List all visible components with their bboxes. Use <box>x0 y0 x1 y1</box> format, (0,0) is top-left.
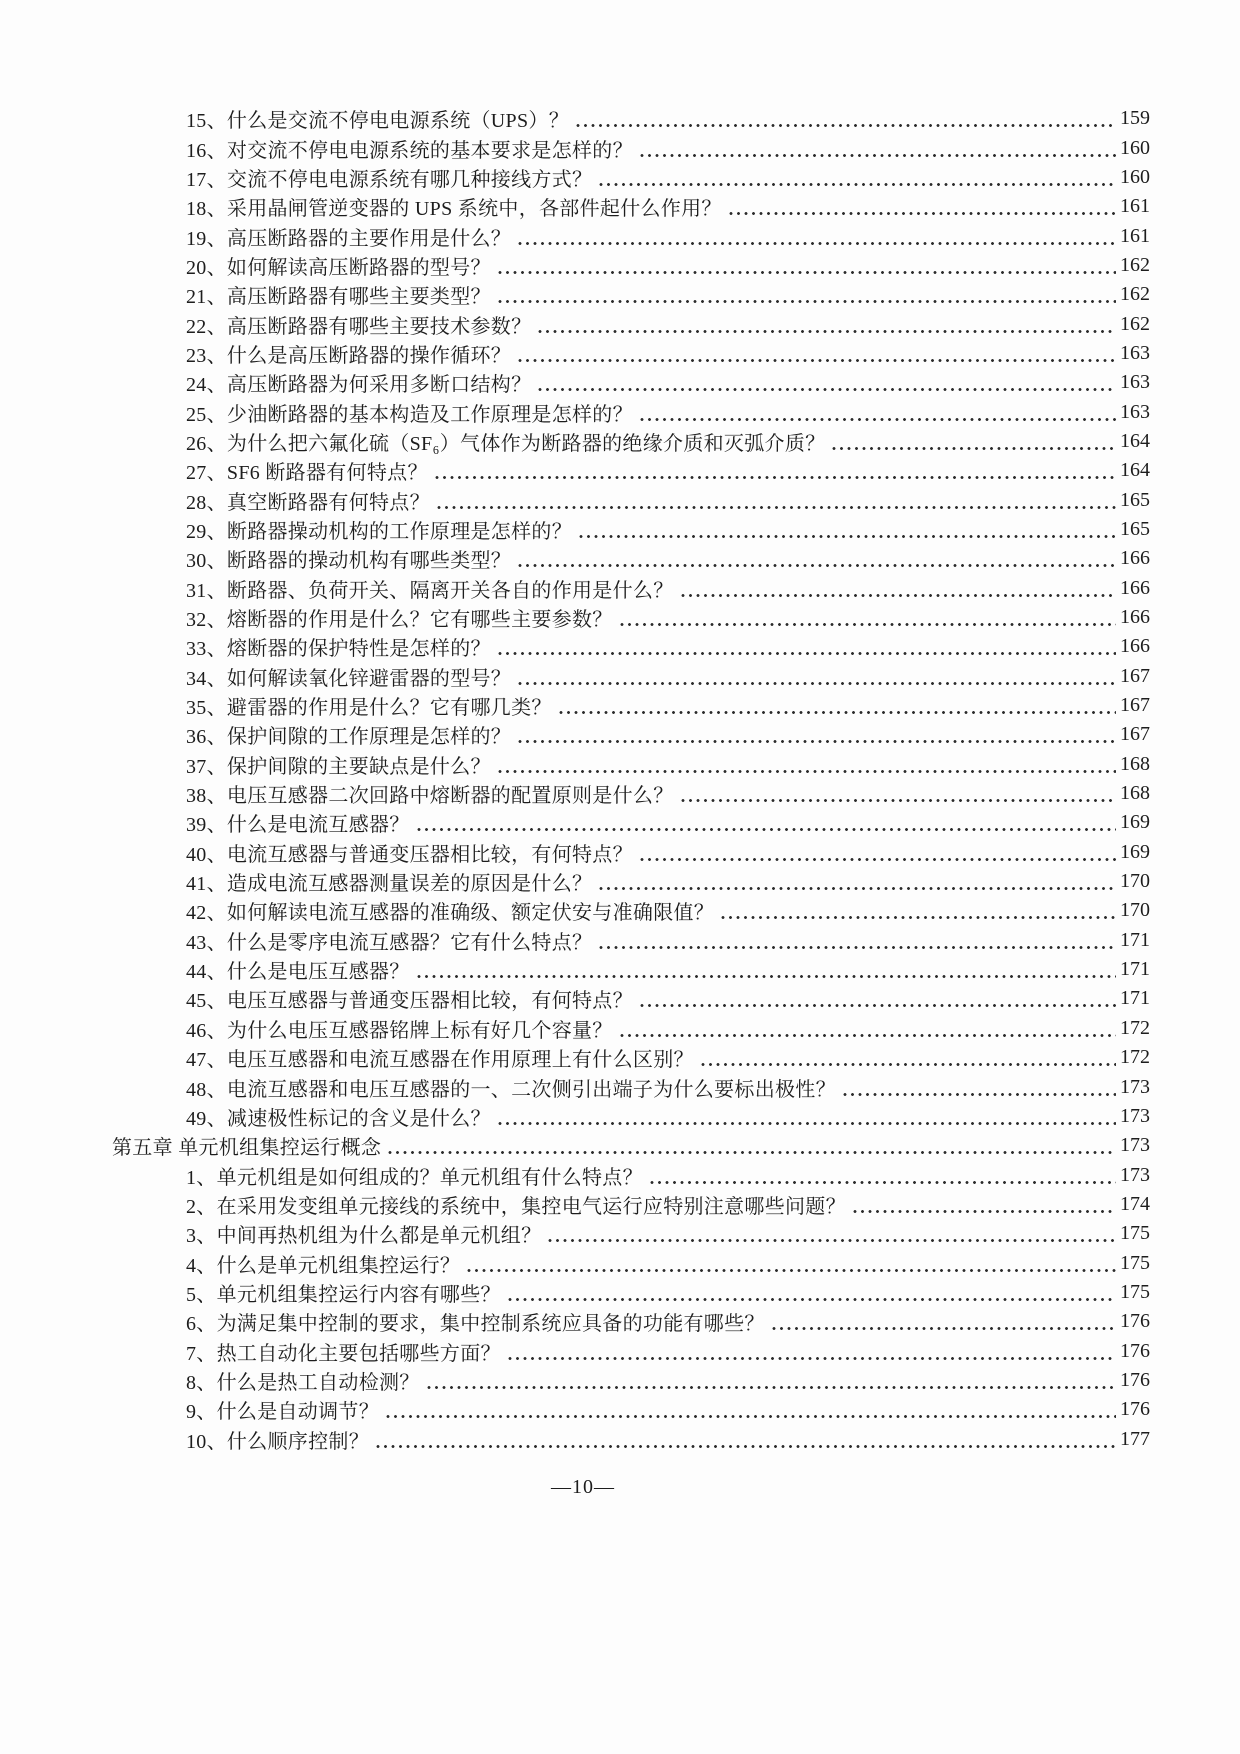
toc-entry <box>112 1307 1150 1336</box>
dot-leader <box>599 182 1116 187</box>
dot-leader <box>508 1356 1116 1361</box>
toc-entry <box>112 1160 1150 1189</box>
toc-entry <box>112 163 1150 192</box>
dot-leader <box>599 886 1116 891</box>
dot-leader <box>579 534 1116 539</box>
toc-entry <box>112 339 1150 368</box>
toc-entry <box>112 691 1150 720</box>
toc-entry <box>112 251 1150 280</box>
toc-entry <box>112 1424 1150 1453</box>
toc-entry <box>112 779 1150 808</box>
dot-leader <box>518 563 1116 568</box>
toc-entry-label: 42、如何解读电流互感器的准确级、额定伏安与准确限值？ <box>186 902 715 925</box>
dot-leader <box>417 827 1116 832</box>
toc-entry-page: 173 <box>1120 1075 1150 1098</box>
toc-entry <box>112 104 1150 133</box>
toc-entry-label: 15、什么是交流不停电电源系统（UPS）？ <box>186 110 569 133</box>
toc-entry-label: 6、为满足集中控制的要求，集中控制系统应具备的功能有哪些？ <box>186 1313 765 1336</box>
toc-entry-label: 24、高压断路器为何采用多断口结构？ <box>186 374 532 397</box>
dot-leader <box>538 329 1116 334</box>
toc-entry-page: 173 <box>1120 1104 1150 1127</box>
toc-entry <box>112 485 1150 514</box>
dot-leader <box>508 1297 1116 1302</box>
toc-entry <box>112 1072 1150 1101</box>
toc-entry-label: 35、避雷器的作用是什么？它有哪几类？ <box>186 697 552 720</box>
toc-entry-page: 166 <box>1120 606 1150 629</box>
dot-leader <box>681 593 1117 598</box>
toc-entry <box>112 603 1150 632</box>
dot-leader <box>640 417 1116 422</box>
dot-leader <box>640 1003 1116 1008</box>
toc-entry-page: 167 <box>1120 694 1150 717</box>
dot-leader <box>427 1385 1116 1390</box>
toc-entry <box>112 632 1150 661</box>
toc-entry-label: 28、真空断路器有何特点？ <box>186 491 430 514</box>
toc-entry <box>112 984 1150 1013</box>
dot-leader <box>435 475 1116 480</box>
toc-entry-label: 41、造成电流互感器测量误差的原因是什么？ <box>186 873 593 896</box>
toc-list <box>112 104 1150 1454</box>
toc-entry <box>112 955 1150 984</box>
toc-entry-label: 36、保护间隙的工作原理是怎样的？ <box>186 726 512 749</box>
dot-leader <box>599 945 1116 950</box>
dot-leader <box>386 1414 1116 1419</box>
toc-entry-page: 176 <box>1120 1310 1150 1333</box>
toc-entry-page: 170 <box>1120 870 1150 893</box>
toc-entry-label: 18、采用晶闸管逆变器的 UPS 系统中，各部件起什么作用？ <box>186 198 722 221</box>
toc-entry <box>112 1336 1150 1365</box>
toc-entry-page: 172 <box>1120 1016 1150 1039</box>
toc-entry <box>112 1131 1150 1160</box>
toc-entry-label: 20、如何解读高压断路器的型号？ <box>186 256 491 279</box>
toc-entry-label: 39、什么是电流互感器？ <box>186 814 410 837</box>
dot-leader <box>518 241 1116 246</box>
toc-entry-page: 166 <box>1120 635 1150 658</box>
toc-entry <box>112 1248 1150 1277</box>
toc-entry-label: 10、什么顺序控制？ <box>186 1430 369 1453</box>
dot-leader <box>640 153 1116 158</box>
toc-entry-label: 2、在采用发变组单元接线的系统中，集控电气运行应特别注意哪些问题？ <box>186 1195 846 1218</box>
toc-entry <box>112 397 1150 426</box>
dot-leader <box>640 857 1116 862</box>
toc-entry-page: 160 <box>1120 165 1150 188</box>
toc-entry-page: 165 <box>1120 517 1150 540</box>
toc-entry-label: 30、断路器的操动机构有哪些类型？ <box>186 550 512 573</box>
toc-entry-page: 161 <box>1120 195 1150 218</box>
toc-entry-label: 4、什么是单元机组集控运行？ <box>186 1254 461 1277</box>
toc-entry-page: 176 <box>1120 1368 1150 1391</box>
dot-leader <box>843 1092 1116 1097</box>
toc-entry-label: 7、热工自动化主要包括哪些方面？ <box>186 1342 501 1365</box>
toc-entry-page: 172 <box>1120 1046 1150 1069</box>
toc-entry-label: 40、电流互感器与普通变压器相比较，有何特点？ <box>186 843 633 866</box>
toc-entry <box>112 662 1150 691</box>
toc-entry-page: 164 <box>1120 459 1150 482</box>
toc-entry-page: 166 <box>1120 547 1150 570</box>
toc-entry-page: 160 <box>1120 136 1150 159</box>
toc-entry-page: 174 <box>1120 1192 1150 1215</box>
dot-leader <box>772 1326 1116 1331</box>
toc-entry <box>112 133 1150 162</box>
toc-entry-page: 162 <box>1120 312 1150 335</box>
toc-entry-page: 167 <box>1120 664 1150 687</box>
page-number: —10— <box>551 1476 615 1498</box>
toc-entry-page: 175 <box>1120 1222 1150 1245</box>
toc-entry-page: 177 <box>1120 1427 1150 1450</box>
toc-entry <box>112 1366 1150 1395</box>
toc-entry-page: 162 <box>1120 253 1150 276</box>
dot-leader <box>729 211 1116 216</box>
toc-entry-label: 17、交流不停电电源系统有哪几种接线方式？ <box>186 168 593 191</box>
toc-entry-label: 33、熔断器的保护特性是怎样的？ <box>186 638 491 661</box>
dot-leader <box>832 446 1116 451</box>
toc-entry-label: 44、什么是电压互感器？ <box>186 961 410 984</box>
toc-entry <box>112 926 1150 955</box>
toc-entry-page: 159 <box>1120 107 1150 130</box>
toc-entry-label: 43、什么是零序电流互感器？它有什么特点？ <box>186 931 593 954</box>
toc-entry-label: 1、单元机组是如何组成的？单元机组有什么特点？ <box>186 1166 643 1189</box>
dot-leader <box>518 739 1116 744</box>
toc-entry <box>112 1219 1150 1248</box>
dot-leader <box>538 387 1116 392</box>
toc-entry <box>112 838 1150 867</box>
toc-entry <box>112 544 1150 573</box>
toc-entry-label: 27、SF6 断路器有何特点？ <box>186 462 428 485</box>
toc-entry-label: 第五章 单元机组集控运行概念 <box>112 1137 382 1160</box>
dot-leader <box>548 1238 1116 1243</box>
toc-entry-page: 176 <box>1120 1339 1150 1362</box>
toc-entry <box>112 280 1150 309</box>
toc-entry-page: 169 <box>1120 811 1150 834</box>
toc-entry-label: 22、高压断路器有哪些主要技术参数？ <box>186 315 532 338</box>
dot-leader <box>498 1121 1116 1126</box>
dot-leader <box>620 622 1116 627</box>
dot-leader <box>498 769 1116 774</box>
toc-entry-page: 163 <box>1120 371 1150 394</box>
toc-entry-label: 23、什么是高压断路器的操作循环？ <box>186 344 512 367</box>
toc-entry-label: 29、断路器操动机构的工作原理是怎样的？ <box>186 520 572 543</box>
toc-entry-page: 162 <box>1120 283 1150 306</box>
toc-entry-page: 173 <box>1120 1134 1150 1157</box>
toc-entry-label: 19、高压断路器的主要作用是什么？ <box>186 227 512 250</box>
dot-leader <box>498 299 1116 304</box>
toc-entry <box>112 1395 1150 1424</box>
dot-leader <box>417 974 1116 979</box>
toc-entry-label: 16、对交流不停电电源系统的基本要求是怎样的？ <box>186 139 633 162</box>
toc-entry-page: 163 <box>1120 341 1150 364</box>
dot-leader <box>518 681 1116 686</box>
toc-entry-page: 168 <box>1120 782 1150 805</box>
toc-entry-label: 37、保护间隙的主要缺点是什么？ <box>186 755 491 778</box>
toc-entry-page: 167 <box>1120 723 1150 746</box>
toc-entry <box>112 427 1150 456</box>
toc-entry <box>112 867 1150 896</box>
dot-leader <box>518 358 1116 363</box>
toc-entry-label: 46、为什么电压互感器铭牌上标有好几个容量？ <box>186 1019 613 1042</box>
dot-leader <box>681 798 1117 803</box>
toc-entry-label: 38、电压互感器二次回路中熔断器的配置原则是什么？ <box>186 785 674 808</box>
dot-leader <box>650 1180 1116 1185</box>
toc-entry-label: 49、减速极性标记的含义是什么？ <box>186 1107 491 1130</box>
toc-entry-label: 9、什么是自动调节？ <box>186 1401 379 1424</box>
toc-entry-page: 176 <box>1120 1398 1150 1421</box>
toc-entry-page: 175 <box>1120 1251 1150 1274</box>
dot-leader <box>437 505 1116 510</box>
toc-entry-page: 169 <box>1120 840 1150 863</box>
toc-entry-label: 21、高压断路器有哪些主要类型？ <box>186 286 491 309</box>
toc-entry-page: 173 <box>1120 1163 1150 1186</box>
dot-leader <box>467 1268 1116 1273</box>
dot-leader <box>498 651 1116 656</box>
dot-leader <box>620 1033 1116 1038</box>
toc-entry-page: 164 <box>1120 429 1150 452</box>
toc-entry-label: 8、什么是热工自动检测？ <box>186 1371 420 1394</box>
dot-leader <box>721 915 1116 920</box>
toc-entry-label: 26、为什么把六氟化硫（SF₆）气体作为断路器的绝缘介质和灭弧介质？ <box>186 432 826 455</box>
toc-entry-page: 161 <box>1120 224 1150 247</box>
dot-leader <box>576 123 1116 128</box>
toc-entry <box>112 368 1150 397</box>
toc-entry <box>112 720 1150 749</box>
toc-entry-label: 45、电压互感器与普通变压器相比较，有何特点？ <box>186 990 633 1013</box>
toc-entry-label: 32、熔断器的作用是什么？它有哪些主要参数？ <box>186 609 613 632</box>
toc-entry-page: 163 <box>1120 400 1150 423</box>
toc-entry-label: 48、电流互感器和电压互感器的一、二次侧引出端子为什么要标出极性？ <box>186 1078 836 1101</box>
dot-leader <box>559 710 1116 715</box>
toc-entry <box>112 808 1150 837</box>
page-footer <box>0 1476 1166 1499</box>
toc-entry-page: 166 <box>1120 576 1150 599</box>
toc-entry <box>112 192 1150 221</box>
toc-entry <box>112 1043 1150 1072</box>
toc-entry <box>112 896 1150 925</box>
toc-entry-page: 175 <box>1120 1280 1150 1303</box>
dot-leader <box>376 1444 1116 1449</box>
toc-entry <box>112 1102 1150 1131</box>
toc-entry-page: 171 <box>1120 928 1150 951</box>
toc-entry-page: 165 <box>1120 488 1150 511</box>
toc-entry <box>112 750 1150 779</box>
toc-entry-label: 47、电压互感器和电流互感器在作用原理上有什么区别？ <box>186 1049 694 1072</box>
toc-entry-label: 25、少油断路器的基本构造及工作原理是怎样的？ <box>186 403 633 426</box>
toc-entry <box>112 515 1150 544</box>
toc-entry <box>112 221 1150 250</box>
toc-entry-label: 31、断路器、负荷开关、隔离开关各自的作用是什么？ <box>186 579 674 602</box>
toc-entry <box>112 1190 1150 1219</box>
toc-entry <box>112 1014 1150 1043</box>
toc-entry-page: 168 <box>1120 752 1150 775</box>
dot-leader <box>701 1062 1116 1067</box>
toc-entry-label: 34、如何解读氧化锌避雷器的型号？ <box>186 667 512 690</box>
toc-entry-page: 171 <box>1120 987 1150 1010</box>
dot-leader <box>853 1209 1116 1214</box>
toc-entry-page: 171 <box>1120 958 1150 981</box>
toc-entry-page: 170 <box>1120 899 1150 922</box>
toc-entry <box>112 574 1150 603</box>
toc-entry-label: 5、单元机组集控运行内容有哪些？ <box>186 1283 501 1306</box>
dot-leader <box>498 270 1116 275</box>
toc-entry <box>112 456 1150 485</box>
toc-entry <box>112 1278 1150 1307</box>
toc-entry <box>112 309 1150 338</box>
dot-leader <box>388 1150 1116 1155</box>
toc-entry-label: 3、中间再热机组为什么都是单元机组？ <box>186 1225 542 1248</box>
